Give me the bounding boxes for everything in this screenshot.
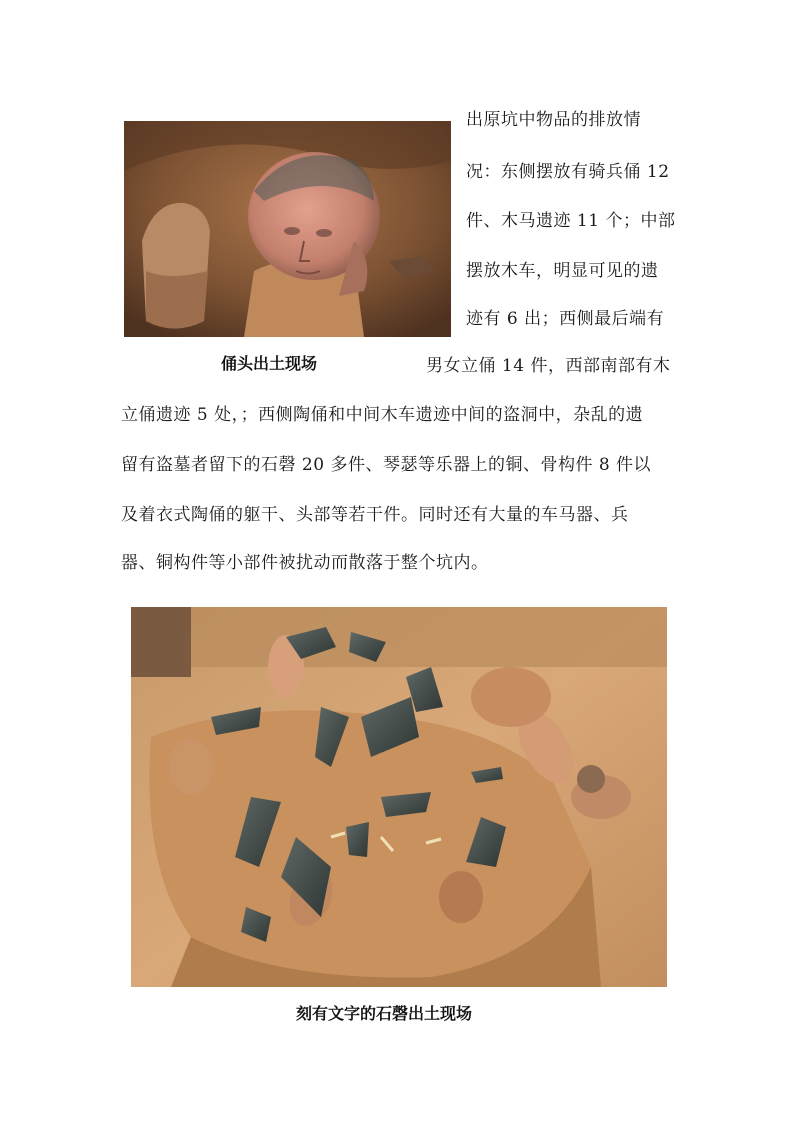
text-line-9: 及着衣式陶俑的躯干、头部等若干件。同时还有大量的车马器、兵 (121, 505, 629, 525)
text-line-8: 留有盗墓者留下的石磬 20 多件、琴瑟等乐器上的铜、骨构件 8 件以 (121, 455, 652, 475)
terracotta-head-photo (124, 121, 451, 337)
text-line-6: 男女立俑 14 件，西部南部有木 (426, 356, 671, 376)
figure-caption-chimes: 刻有文字的石磬出土现场 (296, 1004, 473, 1023)
text-line-10: 器、铜构件等小部件被扰动而散落于整个坑内。 (121, 553, 489, 573)
text-line-7: 立俑遗迹 5 处，；西侧陶俑和中间木车遗迹中间的盗洞中，杂乱的遗 (121, 405, 644, 425)
figure-caption-head: 俑头出土现场 (221, 354, 318, 373)
stone-chimes-photo (131, 607, 667, 987)
text-line-1: 出原坑中物品的排放情 (466, 110, 641, 130)
text-line-2: 况：东侧摆放有骑兵俑 12 (466, 162, 670, 182)
text-line-5: 迹有 6 出；西侧最后端有 (466, 309, 665, 329)
text-line-4: 摆放木车，明显可见的遗 (466, 261, 659, 281)
text-line-3: 件、木马遗迹 11 个；中部 (466, 211, 676, 231)
